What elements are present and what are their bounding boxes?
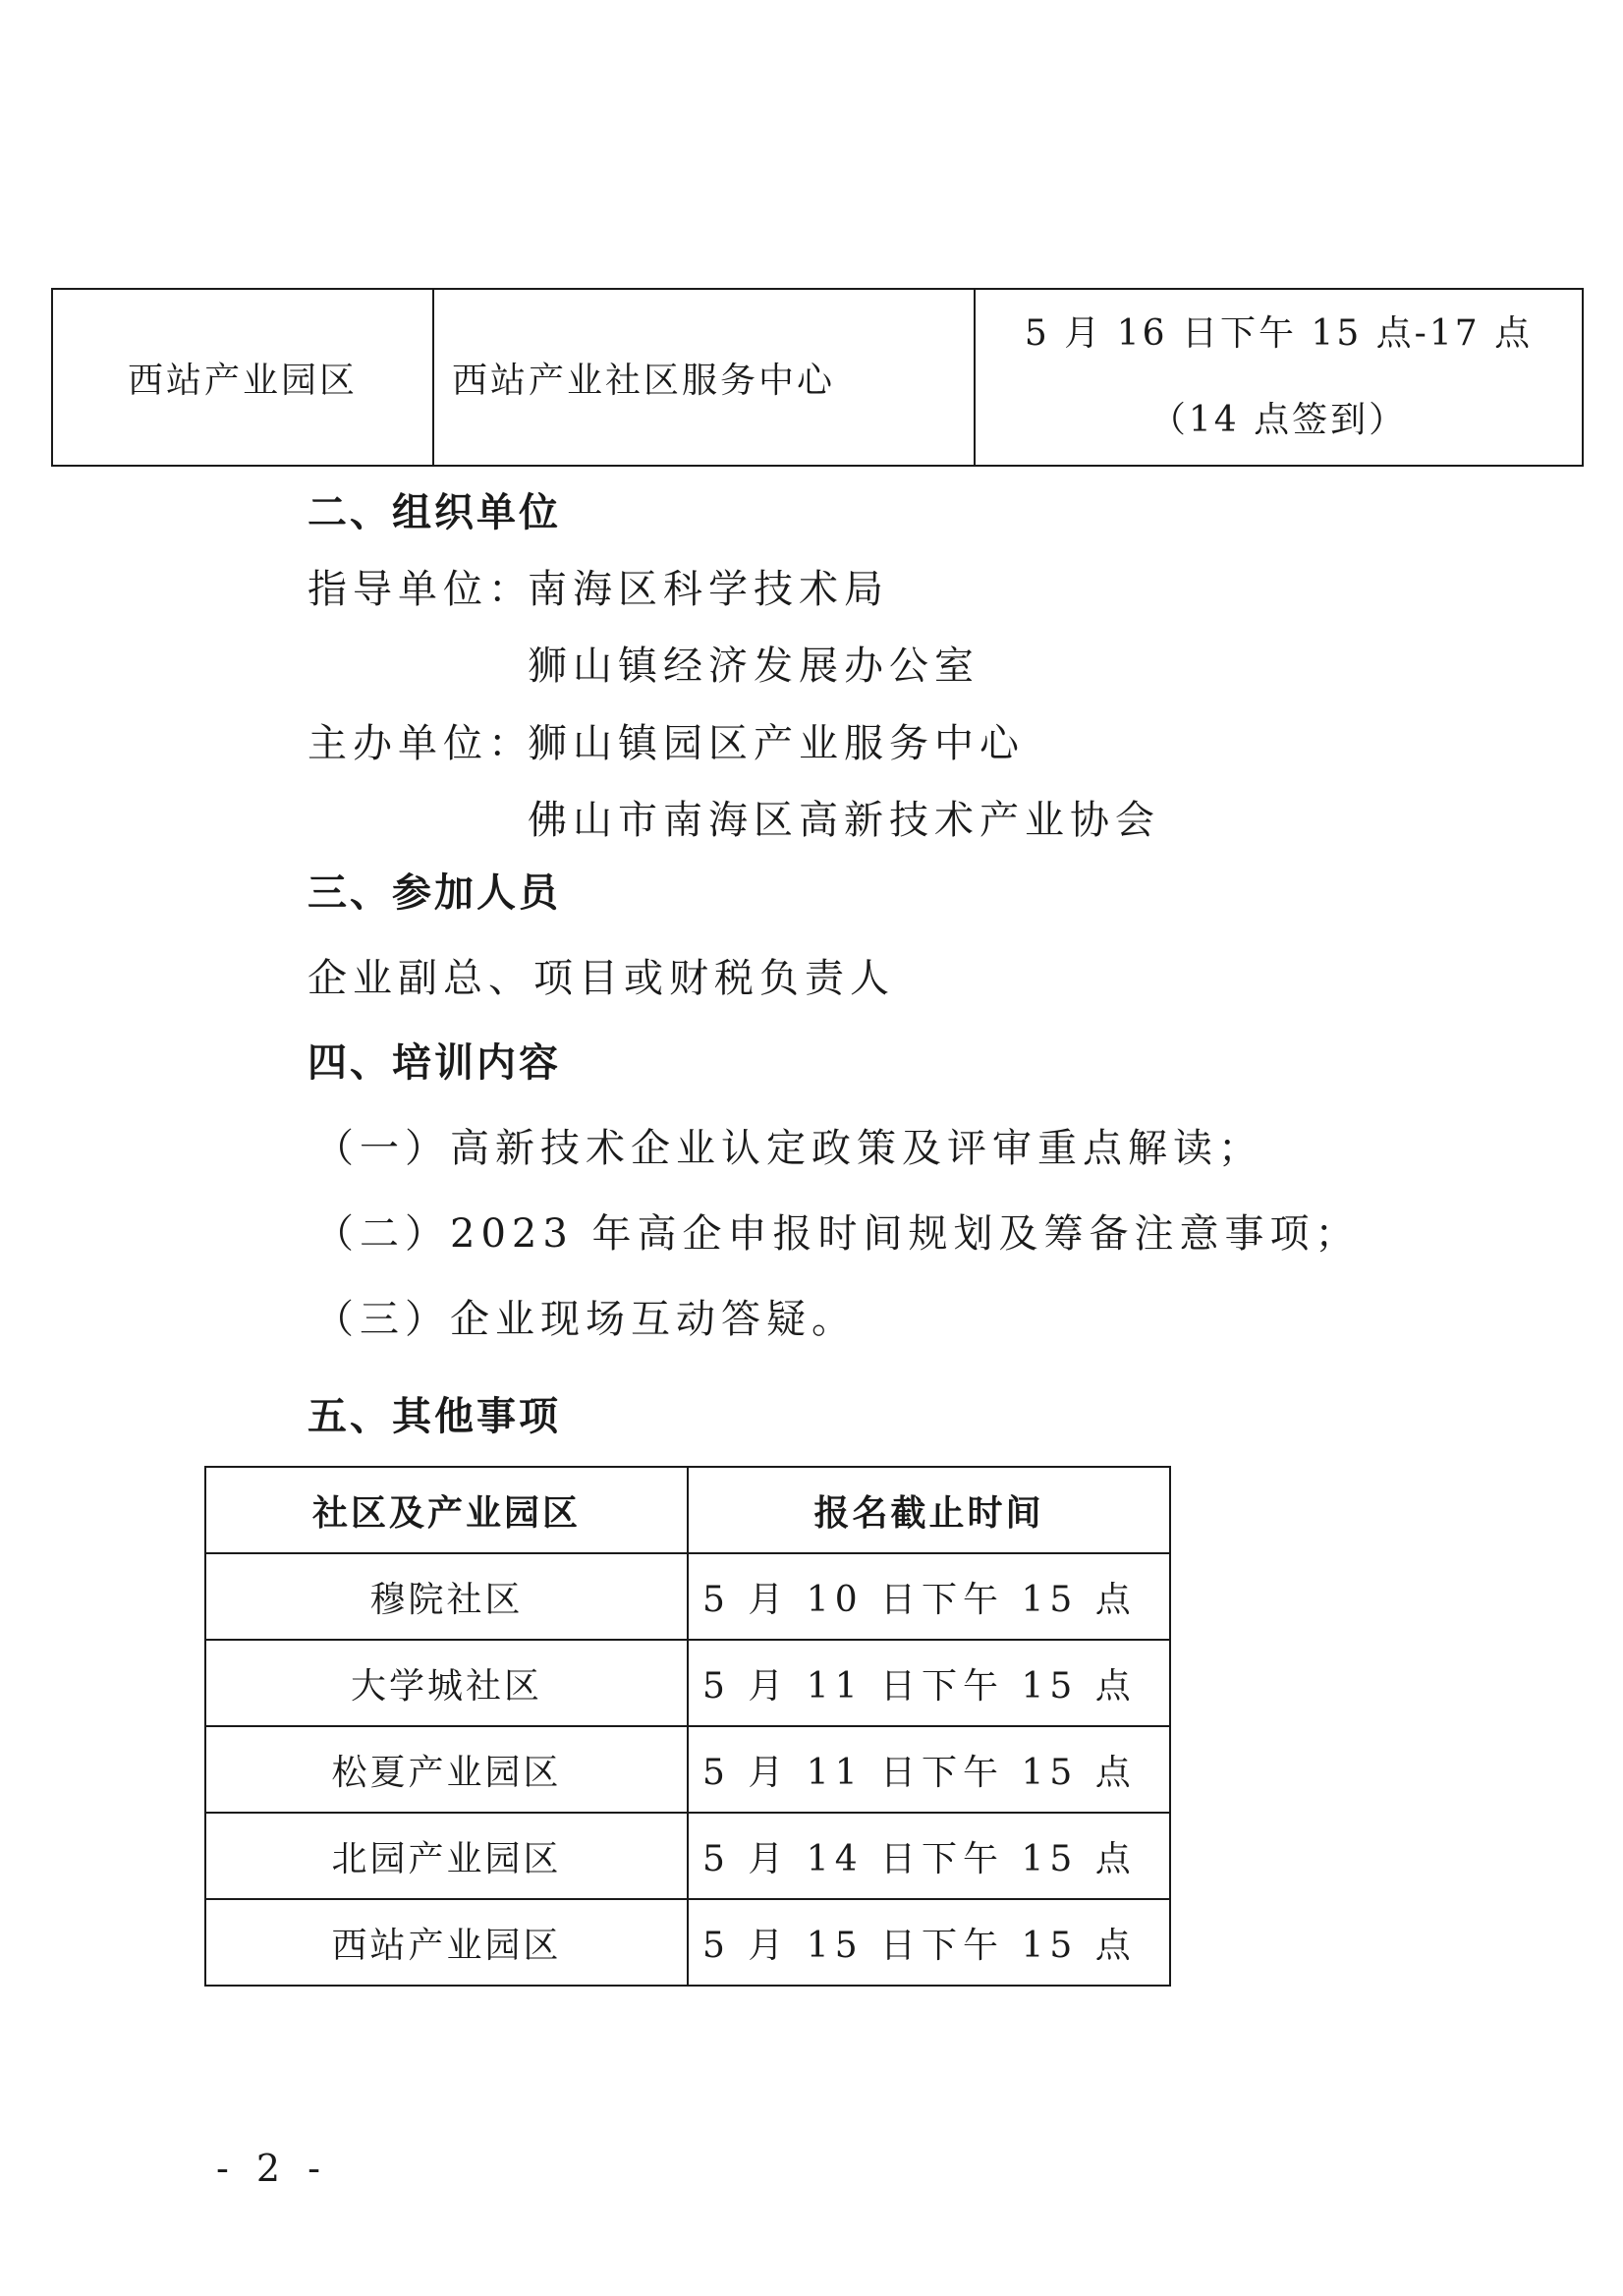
host-org-2: 佛山市南海区高新技术产业协会: [528, 798, 1160, 843]
table-row: [52, 289, 1583, 466]
host-label: 主办单位：: [308, 721, 533, 766]
deadline-cell: 5 月 14 日下午 15 点: [688, 1813, 1170, 1899]
participants-text: 企业副总、项目或财税负责人: [308, 956, 895, 1001]
table-header-row: [205, 1467, 1170, 1553]
venue-schedule-table: [51, 288, 1584, 467]
deadline-cell: 5 月 15 日下午 15 点: [688, 1899, 1170, 1986]
column-header-community: 社区及产业园区: [205, 1467, 688, 1553]
community-cell: 大学城社区: [205, 1640, 688, 1726]
time-cell: [975, 289, 1583, 466]
content-item-3: （三）企业现场互动答疑。: [314, 1297, 857, 1342]
deadline-cell: 5 月 11 日下午 15 点: [688, 1726, 1170, 1813]
column-header-deadline: 报名截止时间: [688, 1467, 1170, 1553]
time-line-1: 5 月 16 日下午 15 点-17 点: [1024, 313, 1534, 354]
section-heading-participants: 三、参加人员: [308, 870, 561, 916]
table-row: [205, 1640, 1170, 1726]
guide-label: 指导单位：: [308, 567, 533, 612]
table-row: [205, 1726, 1170, 1813]
deadline-cell: 5 月 10 日下午 15 点: [688, 1553, 1170, 1640]
registration-deadline-table: [204, 1466, 1171, 1987]
venue-cell: 西站产业社区服务中心: [433, 289, 975, 466]
content-item-1: （一）高新技术企业认定政策及评审重点解读；: [314, 1126, 1263, 1171]
guide-org-2: 狮山镇经济发展办公室: [528, 644, 979, 689]
section-heading-content: 四、培训内容: [308, 1040, 561, 1086]
table-row: [205, 1813, 1170, 1899]
deadline-cell: 5 月 11 日下午 15 点: [688, 1640, 1170, 1726]
time-line-2: （14 点签到）: [1149, 400, 1408, 440]
community-cell: 北园产业园区: [205, 1813, 688, 1899]
park-cell: 西站产业园区: [52, 289, 433, 466]
community-cell: 松夏产业园区: [205, 1726, 688, 1813]
table-row: [205, 1899, 1170, 1986]
host-org-1: 狮山镇园区产业服务中心: [528, 721, 1025, 766]
page-number: - 2 -: [216, 2147, 329, 2190]
section-heading-organizers: 二、组织单位: [308, 490, 561, 535]
section-heading-other: 五、其他事项: [308, 1394, 561, 1439]
table-row: [205, 1553, 1170, 1640]
guide-org-1: 南海区科学技术局: [528, 567, 889, 612]
community-cell: 穆院社区: [205, 1553, 688, 1640]
content-item-2: （二）2023 年高企申报时间规划及筹备注意事项；: [314, 1211, 1361, 1257]
community-cell: 西站产业园区: [205, 1899, 688, 1986]
